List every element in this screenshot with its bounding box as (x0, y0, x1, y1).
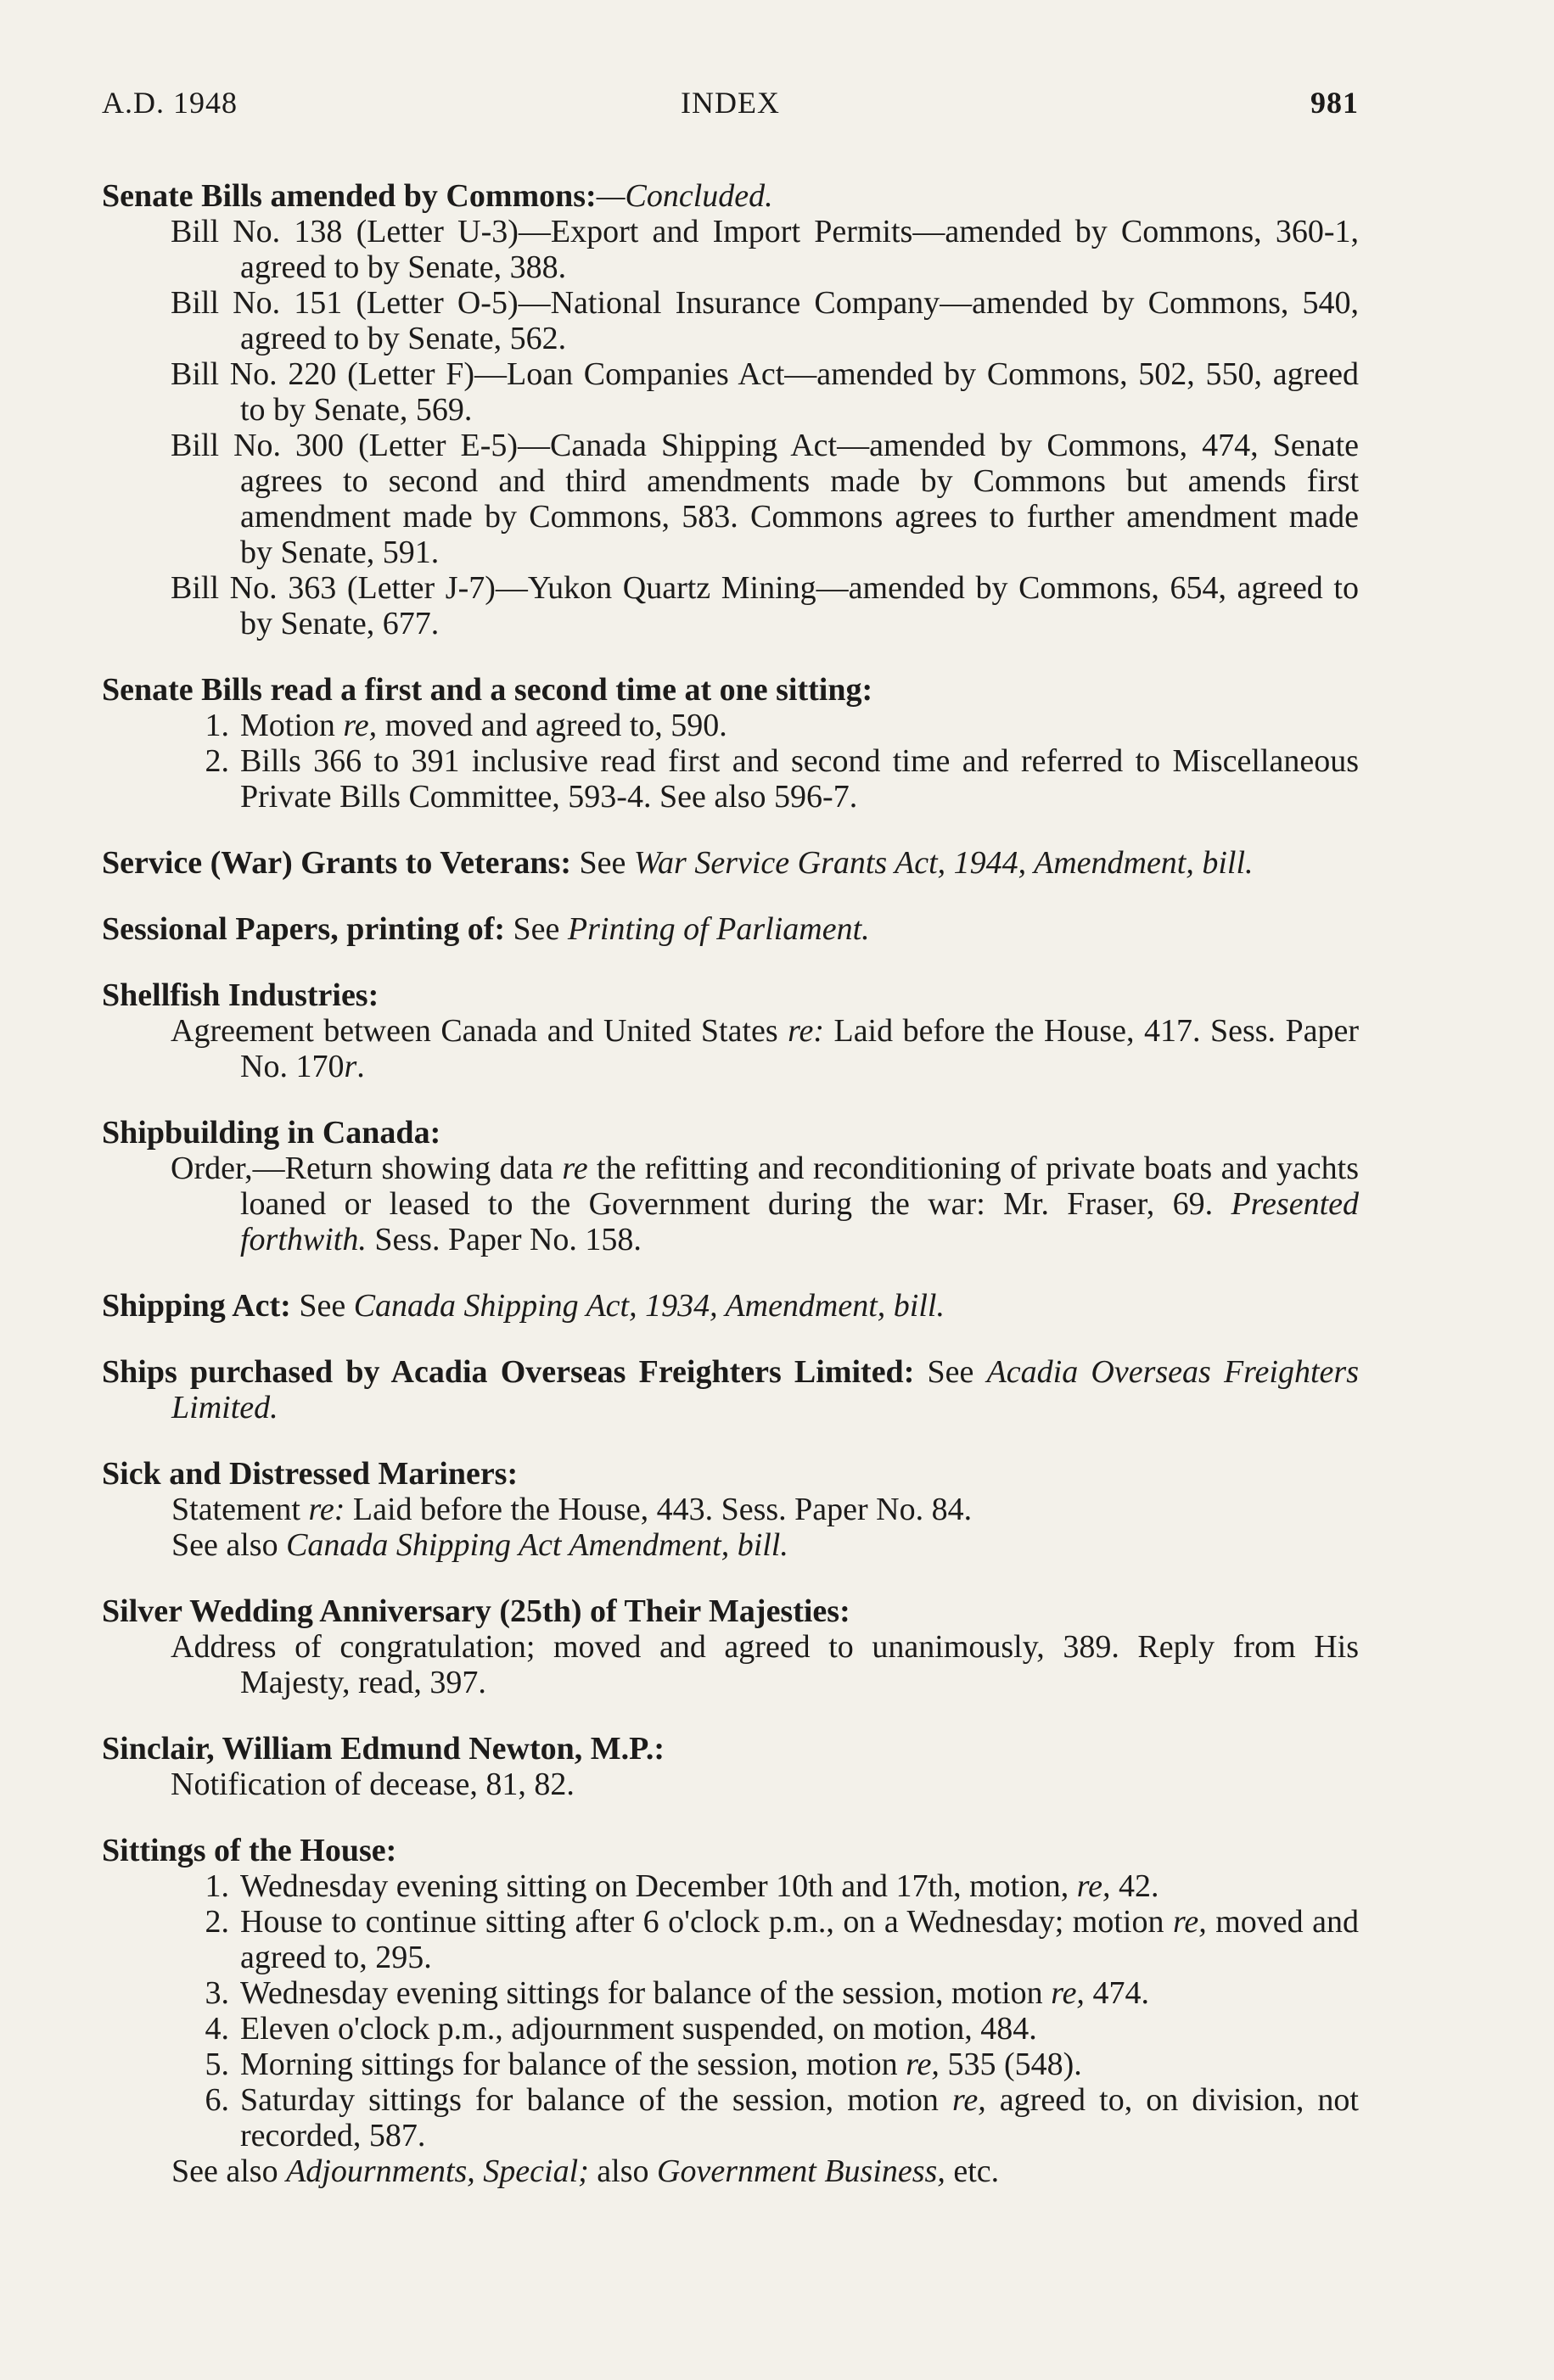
list-item: Order,—Return showing data re the refitting and reconditioning of private boats and yachts loaned or leased to the Government during the war: Mr. Fraser, 69. Presented forthwith. Sess. Paper No. 158. (171, 1151, 1359, 1257)
cross-reference: Printing of Parliament. (567, 911, 870, 947)
entry-sittings (102, 1833, 1359, 2189)
entry-shipbuilding (102, 1115, 1359, 1257)
list-item: 2. Bills 366 to 391 inclusive read first and second time and referred to Miscellaneous Private Bills Committee, 593-4. See also 596-7. (102, 743, 1359, 815)
list-item: 5. Morning sittings for balance of the session, motion re, 535 (548). (102, 2047, 1359, 2082)
list-item: 1. Wednesday evening sitting on December 10th and 17th, motion, re, 42. (102, 1868, 1359, 1904)
cross-reference: Acadia Overseas Freighters Limited. (171, 1354, 1359, 1425)
item-number: 2. (205, 1904, 229, 1940)
list-item: Bill No. 138 (Letter U-3)—Export and Import Permits—amended by Commons, 360-1, agreed to by Senate, 388. (171, 214, 1359, 285)
see-also: See also Adjournments, Special; also Government Business, etc. (171, 2153, 1000, 2189)
list-item: 4. Eleven o'clock p.m., adjournment suspended, on motion, 484. (102, 2011, 1359, 2047)
entry-shellfish (102, 977, 1359, 1084)
item-number: 1. (205, 708, 229, 743)
item-number: 3. (205, 1975, 229, 2011)
running-head (102, 85, 1359, 136)
entry-heading: Shellfish Industries: (102, 977, 379, 1013)
list-item: Bill No. 363 (Letter J-7)—Yukon Quartz Mining—amended by Commons, 654, agreed to by Senate, 677. (171, 570, 1359, 641)
list-item: 2. House to continue sitting after 6 o'clock p.m., on a Wednesday; motion re, moved and agreed to, 295. (102, 1904, 1359, 1975)
entry-sinclair (102, 1731, 1359, 1802)
entry-sessional-papers: Sessional Papers, printing of: See Printing of Parliament. (102, 911, 870, 947)
list-item: Agreement between Canada and United States re: Laid before the House, 417. Sess. Paper No. 170r. (171, 1013, 1359, 1084)
item-number: 6. (205, 2082, 229, 2118)
list-item: 3. Wednesday evening sittings for balance of the session, motion re, 474. (102, 1975, 1359, 2011)
concluded-note: —Concluded. (596, 178, 773, 214)
entry-heading: Silver Wedding Anniversary (25th) of Their Majesties: (102, 1593, 850, 1629)
list-item: Bill No. 220 (Letter F)—Loan Companies Act—amended by Commons, 502, 550, agreed to by Senate, 569. (171, 356, 1359, 428)
entry-heading: Sick and Distressed Mariners: (102, 1456, 519, 1492)
entry-ships-purchased: Ships purchased by Acadia Overseas Freighters Limited: See Acadia Overseas Freighters Limited. (102, 1354, 1359, 1425)
entry-heading: Sittings of the House: (102, 1833, 397, 1868)
entry-senate-bills-amended (102, 178, 1359, 641)
entry-heading: Service (War) Grants to Veterans: (102, 845, 571, 881)
entry-heading: Shipping Act: (102, 1288, 291, 1324)
list-item: 1. Motion re, moved and agreed to, 590. (102, 708, 1359, 743)
entry-heading: Sessional Papers, printing of: (102, 911, 506, 947)
item-number: 2. (205, 743, 229, 779)
cross-reference: Canada Shipping Act, 1934, Amendment, bill. (353, 1288, 945, 1324)
index-content (102, 178, 1359, 2189)
entry-heading: Shipbuilding in Canada: (102, 1115, 441, 1151)
item-number: 4. (205, 2011, 229, 2047)
list-item: 6. Saturday sittings for balance of the session, motion re, agreed to, on division, not recorded, 587. (102, 2082, 1359, 2153)
entry-heading: Sinclair, William Edmund Newton, M.P.: (102, 1731, 665, 1767)
entry-service-grants: Service (War) Grants to Veterans: See War Service Grants Act, 1944, Amendment, bill. (102, 845, 1254, 881)
entry-heading: Senate Bills amended by Commons:—Concluded. (102, 178, 773, 214)
header-page-number: 981 (1310, 86, 1359, 120)
see-also: See also Canada Shipping Act Amendment, bill. (171, 1527, 788, 1563)
header-year: A.D. 1948 (102, 86, 238, 120)
list-item: Statement re: Laid before the House, 443. Sess. Paper No. 84. (171, 1492, 973, 1527)
list-item: Address of congratulation; moved and agreed to unanimously, 389. Reply from His Majesty, read, 397. (171, 1629, 1359, 1700)
entry-sick-mariners (102, 1456, 1359, 1563)
list-item: Bill No. 151 (Letter O-5)—National Insurance Company—amended by Commons, 540, agreed to by Senate, 562. (171, 285, 1359, 356)
entry-heading: Ships purchased by Acadia Overseas Freighters Limited: (102, 1354, 915, 1390)
entry-senate-bills-read (102, 672, 1359, 815)
entry-shipping-act: Shipping Act: See Canada Shipping Act, 1934, Amendment, bill. (102, 1288, 945, 1324)
entry-silver-wedding (102, 1593, 1359, 1700)
item-number: 1. (205, 1868, 229, 1904)
item-number: 5. (205, 2047, 229, 2082)
entry-heading: Senate Bills read a first and a second time at one sitting: (102, 672, 873, 708)
header-title: INDEX (681, 86, 780, 120)
list-item: Notification of decease, 81, 82. (171, 1767, 575, 1802)
list-item: Bill No. 300 (Letter E-5)—Canada Shipping Act—amended by Commons, 474, Senate agrees to second and third amendments made by Commons but amends first amendment made by Commons, 583. Commons agrees to further amendment made by Senate, 591. (171, 428, 1359, 570)
cross-reference: War Service Grants Act, 1944, Amendment, bill. (633, 845, 1254, 881)
